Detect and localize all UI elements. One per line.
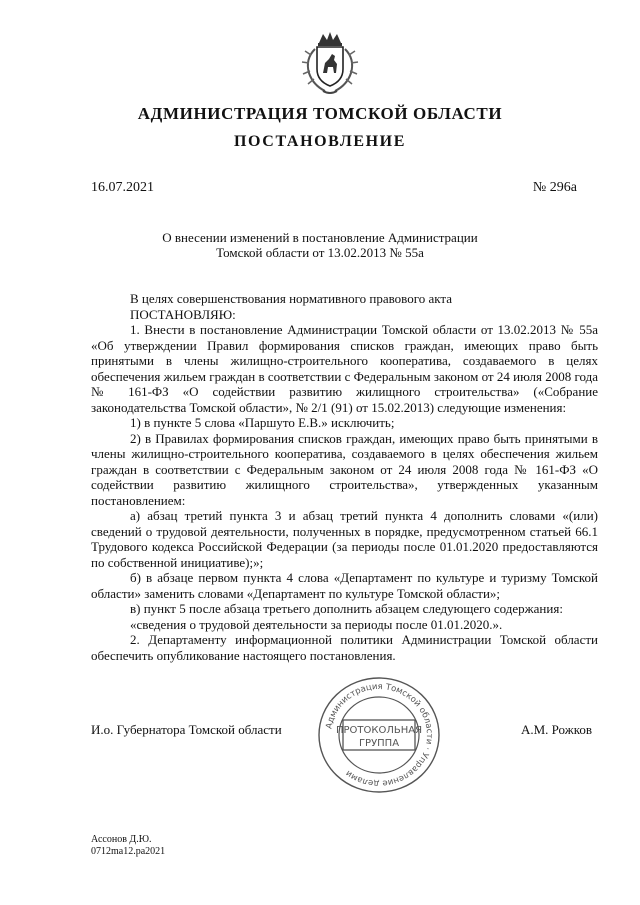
body-paragraph: а) абзац третий пункта 3 и абзац третий пункта 4 дополнить словами «(или) сведений о трудовой деятельности, полученных в порядке, предусмотренном статьей 66.1 Трудового кодекса Российской Федерации (за периоды после 01.01.2020 предоставляются по собственной инициативе);»; <box>91 508 598 570</box>
official-stamp <box>317 676 441 794</box>
stamp-ring-text: Администрация Томской области · Управление делами <box>324 681 435 789</box>
document-reference: 0712ma12.pa2021 <box>91 846 166 857</box>
body-paragraph: «сведения о трудовой деятельности за периоды после 01.01.2020.». <box>130 616 503 632</box>
body-paragraph: в) пункт 5 после абзаца третьего дополнить абзацем следующего содержания: <box>130 601 563 616</box>
document-body <box>91 291 598 663</box>
signatory-name: А.М. Рожков <box>520 722 592 737</box>
executor-name: Ассонов Д.Ю. <box>91 834 152 845</box>
document-date: 16.07.2021 <box>91 180 154 195</box>
body-paragraph: 1. Внести в постановление Администрации Томской области от 13.02.2013 № 55а «Об утверждении Правил формирования списков граждан, имеющих право быть принятыми в члены жилищно-строительного кооператива, создаваемого в целях обеспечения жильем граждан в соответствии с Федеральным законом от 24 июля 2008 года № 161-ФЗ «О содействии развитию жилищного строительства» («Собрание законодательства Томской области», № 2/1 (91) от 15.02.2013) следующие изменения: <box>91 322 598 415</box>
organization-title: АДМИНИСТРАЦИЯ ТОМСКОЙ ОБЛАСТИ <box>137 104 503 123</box>
body-paragraph: 2) в Правилах формирования списков граждан, имеющих право быть принятыми в члены жилищно-строительного кооператива, создаваемого в целях обеспечения жильем граждан в соответствии с Федеральным законом от 24 июля 2008 года № 161-ФЗ «О содействии развитию жилищного строительства», утвержденных указанным постановлением: <box>91 430 598 508</box>
body-paragraph: 1) в пункте 5 слова «Паршуто Е.В.» исключить; <box>130 415 395 430</box>
subject-line: О внесении изменений в постановление Администрации <box>162 230 478 245</box>
signatory-position: И.о. Губернатора Томской области <box>91 722 282 737</box>
coat-of-arms-emblem <box>299 29 361 97</box>
document-subject <box>0 230 640 260</box>
stamp-center-line: ПРОТОКОЛЬНАЯ <box>335 725 423 736</box>
stamp-center-line: ГРУППА <box>358 738 400 749</box>
preamble-paragraph: В целях совершенствования нормативного правового акта <box>130 291 453 306</box>
document-number: № 296а <box>532 180 577 195</box>
document-type-title: ПОСТАНОВЛЕНИЕ <box>234 133 406 150</box>
subject-line: Томской области от 13.02.2013 № 55а <box>216 245 424 260</box>
resolution-keyword: ПОСТАНОВЛЯЮ: <box>130 306 236 322</box>
body-paragraph: 2. Департаменту информационной политики Администрации Томской области обеспечить опубликование настоящего постановления. <box>91 632 598 663</box>
body-paragraph: б) в абзаце первом пункта 4 слова «Департамент по культуре и туризму Томской области» заменить словами «Департамент по культуре Томской области»; <box>91 570 598 601</box>
